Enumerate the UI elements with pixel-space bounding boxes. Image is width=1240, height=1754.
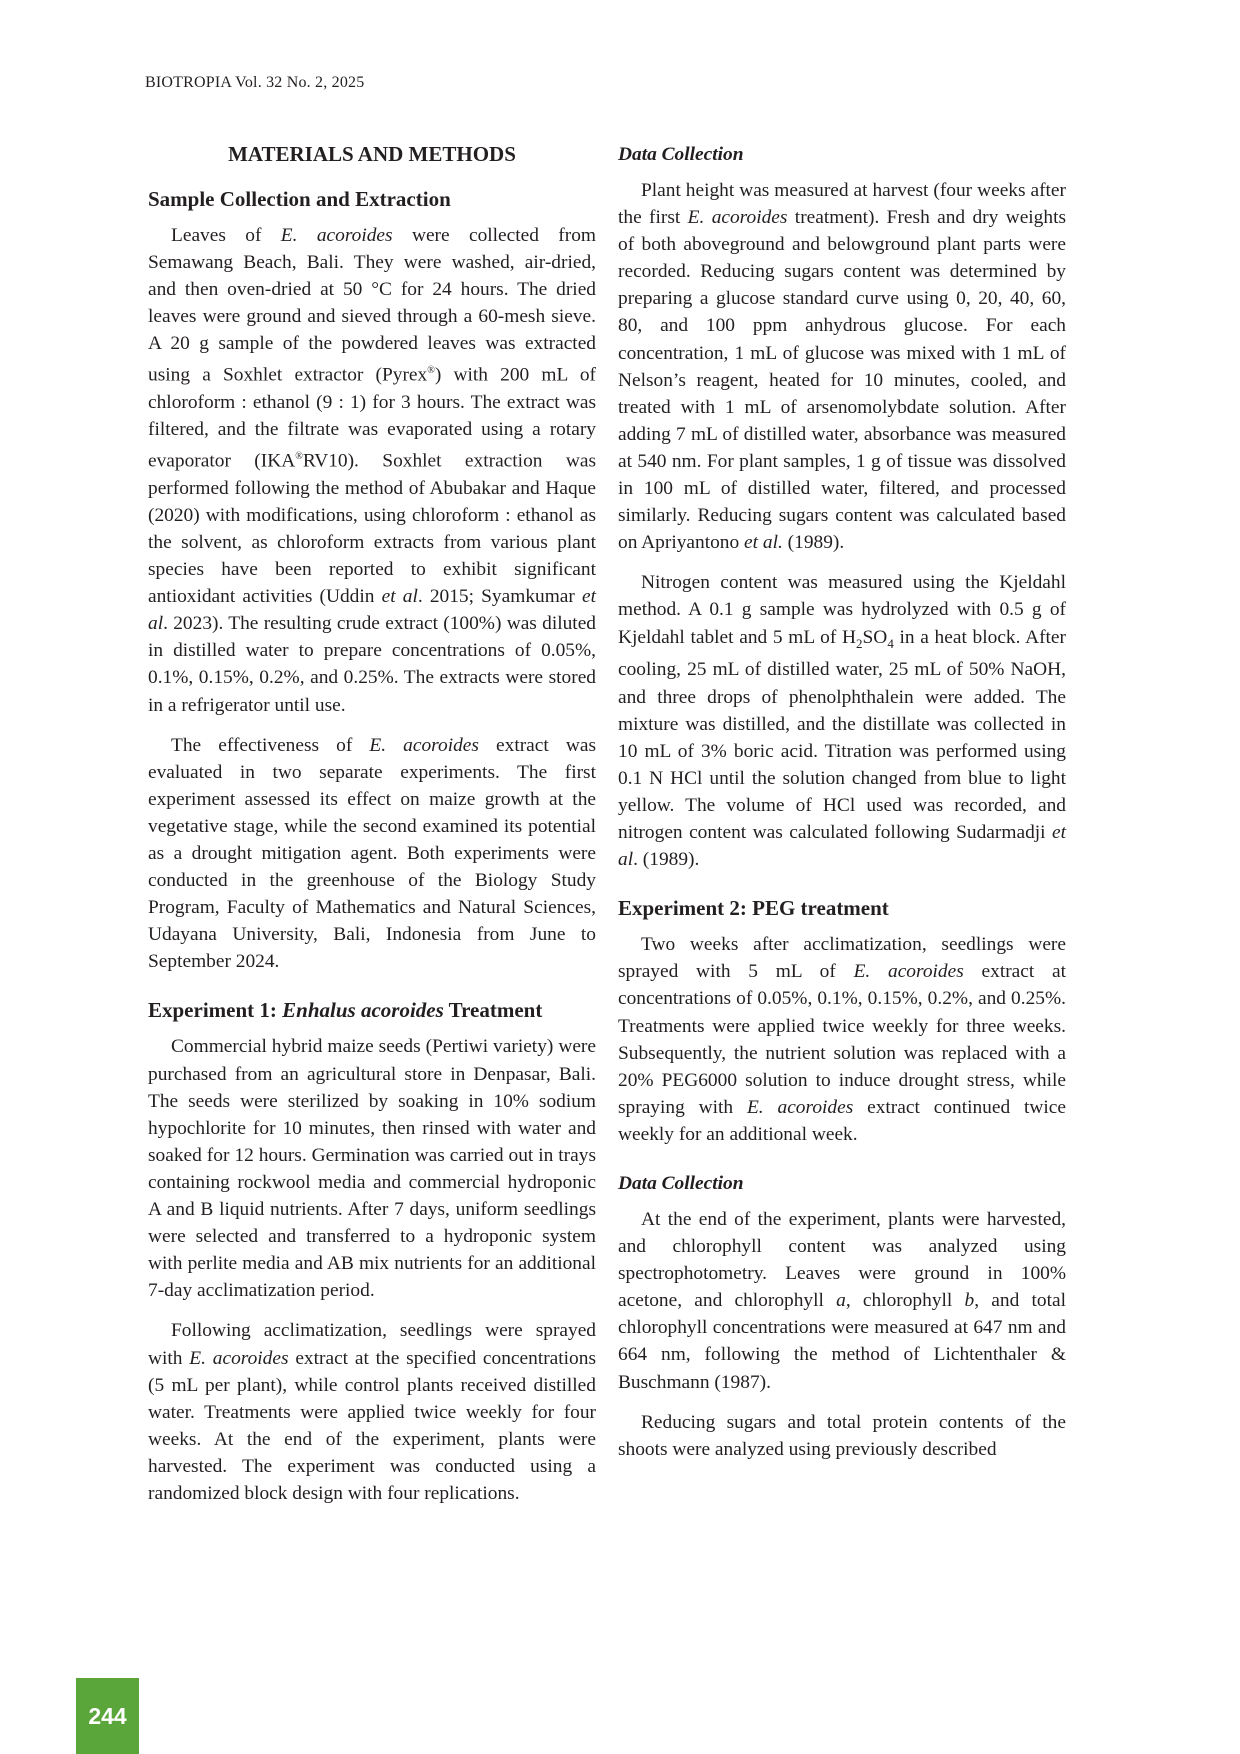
paragraph-reducing-sugars: Reducing sugars and total protein contents of the shoots were analyzed using previously described xyxy=(618,1411,1066,1460)
left-column xyxy=(148,141,596,1520)
right-column xyxy=(618,141,1066,1476)
paragraph-nitrogen: Nitrogen content was measured using the Kjeldahl method. A 0.1 g sample was hydrolyzed with 0.5 g of Kjeldahl tablet and 5 mL of $H_2SO_4$ in a heat block. After cooling, 25 mL of distilled water, 25 mL of 50% NaOH, and three drops of phenolphthalein were added. The mixture was distilled, and the distillate was collected in 10 mL of 3% boric acid. Titration was performed using 0.1 N HCl until the solution changed from blue to light yellow. The volume of HCl used was recorded, and nitrogen content was calculated following Sudarmadji et al. (1989). xyxy=(618,572,1066,871)
paragraph-extraction: Leaves of E. acoroides were collected from Semawang Beach, Bali. They were washed, air-dried, and then oven-dried at 50 °C for 24 hours. The dried leaves were ground and sieved through a 60-mesh sieve. A 20 g sample of the powdered leaves was extracted using a Soxhlet extractor (Pyrex®) with 200 mL of chloroform : ethanol (9 : 1) for 3 hours. The extract was filtered, and the filtrate was evaporated using a rotary evaporator (IKA®RV10). Soxhlet extraction was performed following the method of Abubakar and Haque (2020) with modifications, using chloroform : ethanol as the solvent, as chloroform extracts from various plant species have been reported to exhibit significant antioxidant activities (Uddin et al. 2015; Syamkumar et al. 2023). The resulting crude extract (100%) was diluted in distilled water to prepare concentrations of 0.05%, 0.1%, 0.15%, 0.2%, and 0.25%. The extracts were stored in a refrigerator until use. xyxy=(148,225,597,716)
data-collection-heading-1: Data Collection xyxy=(618,144,744,165)
paragraph-maize-seeds: Commercial hybrid maize seeds (Pertiwi variety) were purchased from an agricultural store in Denpasar, Bali. The seeds were sterilized by soaking in 10% sodium hypochlorite for 10 minutes, then rinsed with water and soaked for 12 hours. Germination was carried out in trays containing rockwool media and commercial hydroponic A and B liquid nutrients. After 7 days, uniform seedlings were selected and transferred to a hydroponic system with perlite media and AB mix nutrients for an additional 7-day acclimatization period. xyxy=(148,1036,596,1302)
paragraph-plant-height: Plant height was measured at harvest (four weeks after the first E. acoroides treatment). Fresh and dry weights of both aboveground and belowground plant parts were recorded. Reducing sugars content was determined by preparing a glucose standard curve using 0, 20, 40, 60, 80, and 100 ppm anhydrous glucose. For each concentration, 1 mL of glucose was mixed with 1 mL of Nelson’s reagent, heated for 10 minutes, cooled, and treated with 1 mL of arsenomolybdate solution. After adding 7 mL of distilled water, absorbance was measured at 540 nm. For plant samples, 1 g of tissue was dissolved in 100 mL of distilled water, filtered, and processed similarly. Reducing sugars content was calculated based on Apriyantono et al. (1989). xyxy=(618,180,1067,554)
data-collection-heading-2: Data Collection xyxy=(618,1172,744,1194)
experiment-2-heading: Experiment 2: PEG treatment xyxy=(618,896,889,921)
sample-collection-heading: Sample Collection and Extraction xyxy=(148,187,451,211)
paragraph-chlorophyll: At the end of the experiment, plants were harvested, and chlorophyll content was analyzed using spectrophotometry. Leaves were ground in 100% acetone, and chlorophyll a, chlorophyll b, and total chlorophyll concentrations were measured at 647 nm and 664 nm, following the method of Lichtenthaler & Buschmann (1987). xyxy=(618,1208,1066,1393)
paragraph-peg-treatment: Two weeks after acclimatization, seedlings were sprayed with 5 mL of E. acoroides extract at concentrations of 0.05%, 0.1%, 0.15%, 0.2%, and 0.25%. Treatments were applied twice weekly for three weeks. Subsequently, the nutrient solution was replaced with a 20% PEG6000 solution to induce drought stress, while spraying with E. acoroides extract continued twice weekly for an additional week. xyxy=(618,934,1066,1145)
experiment-1-heading: Experiment 1: Enhalus acoroides Treatment xyxy=(148,998,543,1023)
running-head: BIOTROPIA Vol. 32 No. 2, 2025 xyxy=(145,74,365,91)
page-number-badge: 244 xyxy=(76,1678,139,1754)
paragraph-spraying: Following acclimatization, seedlings were sprayed with E. acoroides extract at the specified concentrations (5 mL per plant), while control plants received distilled water. Treatments were applied twice weekly for four weeks. At the end of the experiment, plants were harvested. The experiment was conducted using a randomized block design with four replications. xyxy=(148,1320,596,1504)
paragraph-effectiveness: The effectiveness of E. acoroides extract was evaluated in two separate experiments. The first experiment assessed its effect on maize growth at the vegetative stage, while the second examined its potential as a drought mitigation agent. Both experiments were conducted in the greenhouse of the Biology Study Program, Faculty of Mathematics and Natural Sciences, Udayana University, Bali, Indonesia from June to September 2024. xyxy=(148,734,596,973)
section-title: MATERIALS AND METHODS xyxy=(228,142,516,166)
